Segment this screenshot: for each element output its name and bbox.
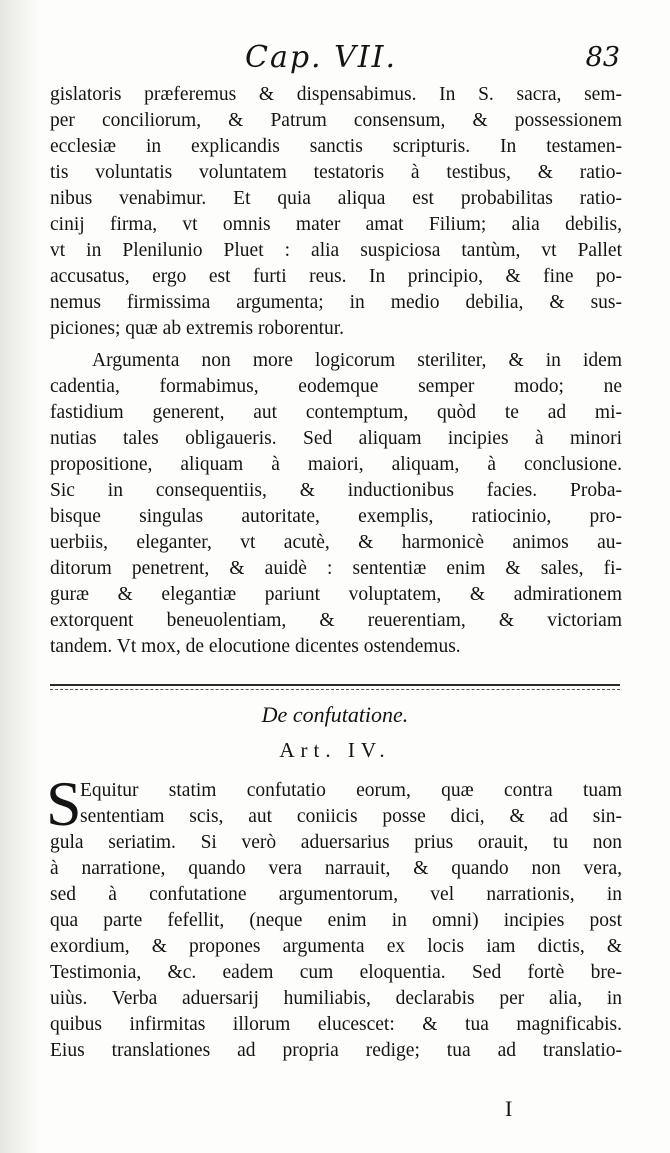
text-line: nemus firmissima argumenta; in medio debilia, & sus-	[50, 292, 622, 313]
page-number: 83	[585, 42, 620, 73]
running-head: Cap. VII.	[245, 40, 398, 75]
text-line: sententiam scis, aut coniicis posse dici, & ad sin-	[80, 806, 622, 827]
text-line: bisque singulas autoritate, exemplis, ratiocinio, pro-	[50, 506, 622, 527]
text-line: ecclesiæ in explicandis sanctis scripturis. In testamen-	[50, 136, 622, 157]
section-divider-dotted	[50, 689, 620, 690]
page-header	[40, 38, 620, 82]
text-line: extorquent beneuolentiam, & reuerentiam, & victoriam	[50, 610, 622, 631]
text-line: nutias tales obligaueris. Sed aliquam incipies à minori	[50, 428, 622, 449]
section-divider	[50, 684, 620, 686]
text-line: Testimonia, &c. eadem cum eloquentia. Sed fortè bre-	[50, 962, 622, 983]
text-line: quibus infirmitas illorum elucescet: & tua magnificabis.	[50, 1014, 622, 1035]
text-line: uiùs. Verba aduersarij humiliabis, declarabis per alia, in	[50, 988, 622, 1009]
text-line: uerbiis, eleganter, vt acutè, & harmonicè animos au-	[50, 532, 622, 553]
paragraph-continuation	[50, 82, 622, 342]
text-line: tandem. Vt mox, de elocutione dicentes ostendemus.	[50, 636, 461, 657]
text-line: à narratione, quando vera narrauit, & quando non vera,	[50, 858, 622, 879]
text-line: Equitur statim confutatio eorum, quæ contra tuam	[80, 780, 622, 801]
text-line: nibus venabimur. Et quia aliqua est probabilitas ratio-	[50, 188, 622, 209]
text-line: gula seriatim. Si verò aduersarius prius orauit, tu non	[50, 832, 622, 853]
text-line: accusatus, ergo est furti reus. In principio, & fine po-	[50, 266, 622, 287]
text-line: guræ & elegantiæ pariunt voluptatem, & admirationem	[50, 584, 622, 605]
text-line: qua parte fefellit, (neque enim in omni) incipies post	[50, 910, 622, 931]
text-line: Eius translationes ad propria redige; tua ad translatio-	[50, 1040, 622, 1061]
text-line: per conciliorum, & Patrum consensum, & possessionem	[50, 110, 622, 131]
signature-mark: I	[505, 1096, 513, 1121]
section-title: De confutatione.	[261, 702, 409, 727]
article-number: Art. IV.	[279, 738, 391, 762]
text-line: tis voluntatis voluntatem testatoris à testibus, & ratio-	[50, 162, 622, 183]
text-line: vt in Plenilunio Pluet : alia suspiciosa tantùm, vt Pallet	[50, 240, 622, 261]
text-line: cadentia, formabimus, eodemque semper modo; ne	[50, 376, 622, 397]
text-line: ditorum penetrent, & auidè : sententiæ enim & sales, fi-	[50, 558, 622, 579]
text-line: propositione, aliquam à maiori, aliquam, à conclusione.	[50, 454, 622, 475]
text-line: cinij firma, vt omnis mater amat Filium; alia debilis,	[50, 214, 622, 235]
text-line: exordium, & propones argumenta ex locis iam dictis, &	[50, 936, 622, 957]
drop-cap: S	[46, 768, 82, 839]
text-line: gislatoris præferemus & dispensabimus. In S. sacra, sem-	[50, 84, 622, 105]
text-line: piciones; quæ ab extremis roborentur.	[50, 318, 345, 339]
text-line: fastidium generent, aut contemptum, quòd te ad mi-	[50, 402, 622, 423]
text-line: Argumenta non more logicorum steriliter, & in idem	[92, 350, 622, 371]
paragraph-confutatio	[50, 778, 622, 1064]
text-line: sed à confutatione argumentorum, vel narrationis, in	[50, 884, 622, 905]
text-line: Sic in consequentiis, & inductionibus facies. Proba-	[50, 480, 622, 501]
paragraph-argumenta	[50, 348, 622, 660]
